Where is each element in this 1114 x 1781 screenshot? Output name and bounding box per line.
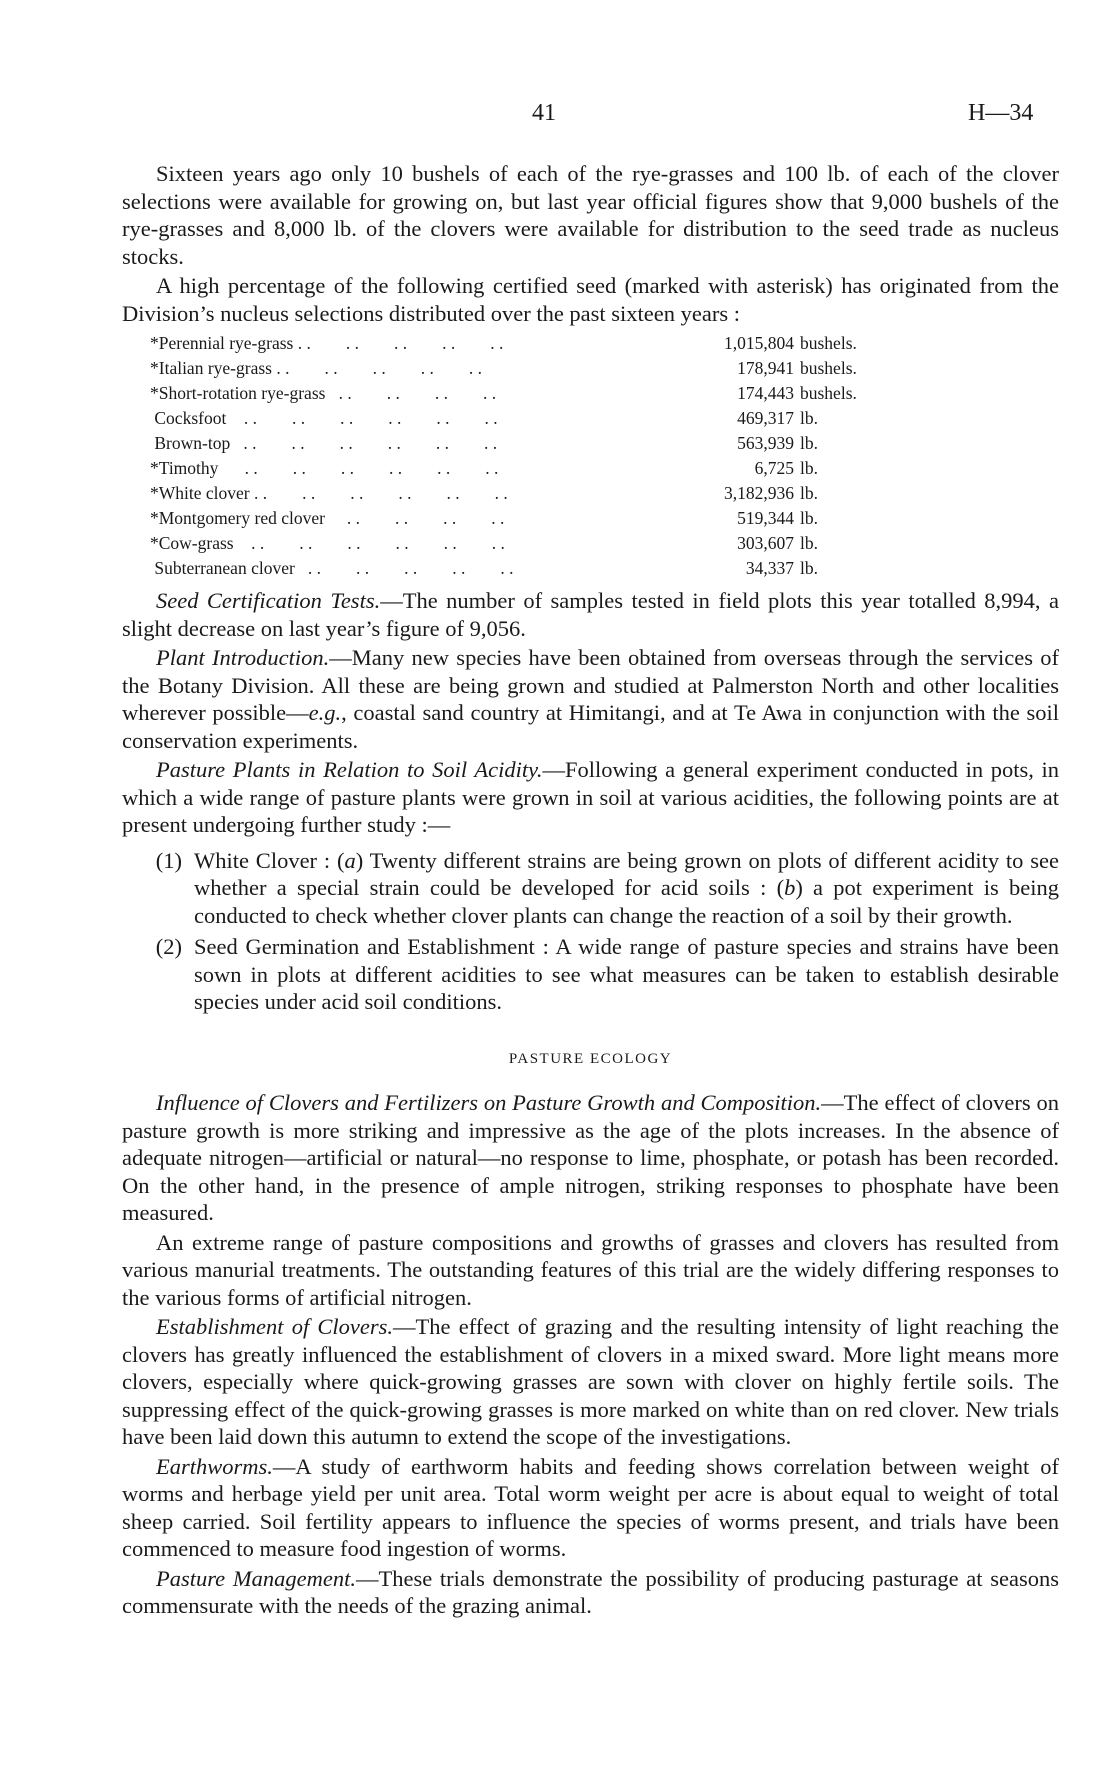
- table-row: [150, 406, 1059, 431]
- seed-name: Cocksfoot . . . . . . . . . . . .: [154, 408, 498, 428]
- inline-heading: Influence of Clovers and Fertilizers on Pasture Growth and Composition.: [156, 1090, 822, 1115]
- seed-name: *Timothy . . . . . . . . . . . .: [150, 458, 499, 478]
- inline-heading: Establishment of Clovers.: [156, 1314, 394, 1339]
- seed-name: Brown-top . . . . . . . . . . . .: [154, 433, 498, 453]
- inline-heading: Pasture Plants in Relation to Soil Acidity.: [156, 757, 543, 782]
- table-row: [150, 356, 1059, 381]
- seed-unit: lb.: [800, 458, 818, 478]
- seed-unit: lb.: [800, 483, 818, 503]
- seed-unit: lb.: [800, 508, 818, 528]
- seed-unit: bushels.: [800, 333, 857, 353]
- table-row: [150, 531, 1059, 556]
- seed-unit: bushels.: [800, 383, 857, 403]
- inline-heading: Plant Introduction.: [156, 645, 330, 670]
- list-number: (2): [155, 934, 182, 959]
- paragraph-soil-acidity: Pasture Plants in Relation to Soil Acidity.—Following a general experiment conducted in pots, in which a wide range of pasture plants were grown in soil at various acidities, the following points are at present undergoing further study :—: [122, 757, 1059, 837]
- inline-heading: Earthworms.: [156, 1453, 273, 1479]
- page-number: 41: [532, 100, 556, 126]
- seed-name: *White clover . . . . . . . . . . . .: [150, 483, 508, 503]
- seed-name: *Cow-grass . . . . . . . . . . . .: [150, 533, 505, 553]
- seed-quantity: 178,941: [737, 358, 794, 378]
- paragraph-manurial-range: An extreme range of pasture compositions and growths of grasses and clovers has resulted from various manurial treatments. The outstanding features of this trial are the widely differing responses to the various forms of artificial nitrogen.: [122, 1229, 1059, 1310]
- seed-quantity: 1,015,804: [724, 333, 794, 353]
- table-row: [150, 556, 1059, 581]
- seed-name: *Montgomery red clover . . . . . . . .: [150, 508, 505, 528]
- table-row: [150, 331, 1059, 356]
- seed-quantity: 6,725: [754, 458, 794, 478]
- list-text: White Clover : (a) Twenty different strains are being grown on plots of different acidity to see whether a special strain could be developed for acid soils : (b) a pot experiment is being conducted to check whether clover plants can change the reaction of a soil by their growth.: [194, 847, 1059, 928]
- paragraph-plant-introduction: Plant Introduction.—Many new species have been obtained from overseas through the services of the Botany Division. All these are being grown and studied at Palmerston North and other localities wherever possible—e.g., coastal sand country at Himitangi, and at Te Awa in conjunction with the soil conservation experiments.: [122, 645, 1059, 753]
- seed-quantity: 303,607: [737, 533, 794, 553]
- table-row: [150, 481, 1059, 506]
- seed-quantity: 3,182,936: [724, 483, 794, 503]
- table-row: [150, 431, 1059, 456]
- paragraph-earthworms: Earthworms.—A study of earthworm habits and feeding shows correlation between weight of worms and herbage yield per unit area. Total worm weight per acre is about equal to weight of total sheep carried. Soil fertility appears to influence the species of worms present, and trials have been commenced to measure food ingestion of worms.: [122, 1453, 1059, 1561]
- seed-quantity: 519,344: [737, 508, 794, 528]
- seed-unit: lb.: [800, 408, 818, 428]
- inline-heading: Pasture Management.: [156, 1565, 356, 1591]
- seed-unit: lb.: [800, 433, 818, 453]
- list-number: (1): [155, 847, 182, 873]
- seed-quantity: 34,337: [745, 558, 794, 578]
- study-points-list: [122, 847, 1059, 1016]
- seed-name: Subterranean clover . . . . . . . . . .: [154, 558, 514, 578]
- seed-quantity: 469,317: [737, 408, 794, 428]
- document-body: [122, 160, 1059, 1622]
- paragraph-seed-certification: Seed Certification Tests.—The number of samples tested in field plots this year totalled 8,994, a slight decrease on last year’s figure of 9,056.: [122, 588, 1059, 641]
- inline-heading: Seed Certification Tests.: [156, 588, 381, 613]
- paragraph-clovers-fertilizers: Influence of Clovers and Fertilizers on Pasture Growth and Composition.—The effect of clovers on pasture growth is more striking and impressive as the age of the plots increases. In the absence of adequate nitrogen—artificial or natural—no response to lime, phosphate, or potash has been recorded. On the other hand, in the presence of ample nitrogen, striking responses to phosphate have been measured.: [122, 1090, 1059, 1225]
- list-item: [122, 933, 1059, 1016]
- paragraph-seed-stocks: Sixteen years ago only 10 bushels of each of the rye-grasses and 100 lb. of each of the clover selections were available for growing on, but last year official figures show that 9,000 bushels of the rye-grasses and 8,000 lb. of the clovers were available for distribution to the seed trade as nucleus stocks.: [122, 161, 1059, 269]
- table-row: [150, 506, 1059, 531]
- seed-quantity: 563,939: [737, 433, 794, 453]
- section-heading: PASTURE ECOLOGY: [508, 1050, 673, 1067]
- paragraph-certified-seed: A high percentage of the following certified seed (marked with asterisk) has originated from the Division’s nucleus selections distributed over the past sixteen years :: [122, 273, 1059, 326]
- table-row: [150, 381, 1059, 406]
- seed-unit: bushels.: [800, 358, 857, 378]
- table-row: [150, 456, 1059, 481]
- paragraph-pasture-management: Pasture Management.—These trials demonstrate the possibility of producing pasturage at seasons commensurate with the needs of the grazing animal.: [122, 1565, 1060, 1618]
- seed-name: *Italian rye-grass . . . . . . . . . .: [150, 358, 482, 378]
- seed-quantity: 174,443: [737, 383, 794, 403]
- seed-name: *Perennial rye-grass . . . . . . . . . .: [150, 333, 504, 353]
- seed-unit: lb.: [800, 533, 818, 553]
- list-item: [122, 847, 1059, 930]
- paragraph-establishment: Establishment of Clovers.—The effect of grazing and the resulting intensity of light reaching the clovers has greatly influenced the establishment of clovers in a mixed sward. More light means more clovers, especially where quick-growing grasses are sown with clover on highly fertile soils. The suppressing effect of the quick-growing grasses is more marked on white than on red clover. New trials have been laid down this autumn to extend the scope of the investigations.: [122, 1314, 1059, 1449]
- page-reference: H—34: [968, 100, 1034, 126]
- seed-name: *Short-rotation rye-grass . . . . . . . .: [150, 383, 497, 403]
- seed-table: [150, 331, 1059, 581]
- list-text: Seed Germination and Establishment : A wide range of pasture species and strains have been sown in plots at different acidities to see what measures can be taken to establish desirable species under acid soil conditions.: [194, 934, 1059, 1014]
- seed-unit: lb.: [800, 558, 818, 578]
